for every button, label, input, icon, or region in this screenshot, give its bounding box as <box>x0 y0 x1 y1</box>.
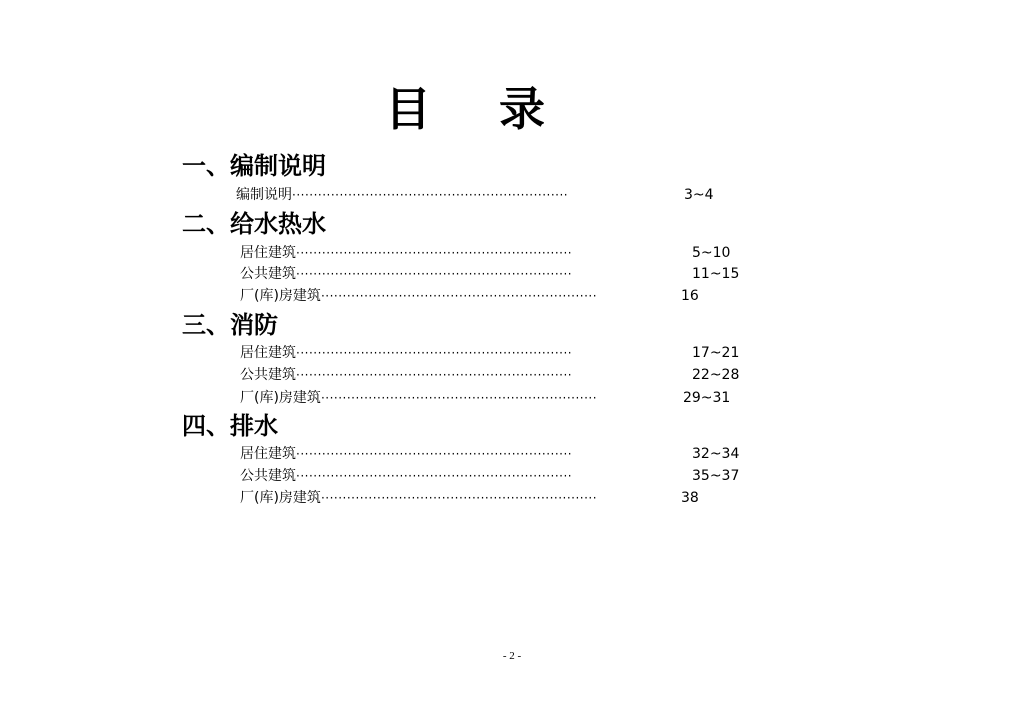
title-char-2: 录 <box>499 82 545 136</box>
toc-entry[interactable] <box>240 265 780 283</box>
dot-leader: ································································ <box>296 368 573 382</box>
toc-entry[interactable] <box>240 366 780 384</box>
dot-leader: ································································ <box>320 491 598 505</box>
dot-leader: ································································ <box>296 346 573 360</box>
toc-entry[interactable] <box>240 344 780 362</box>
page-title <box>385 78 545 134</box>
dot-leader: ································································ <box>296 246 573 260</box>
dot-leader: ································································ <box>296 469 573 483</box>
entry-label: 厂(库)房建筑 <box>240 390 321 406</box>
entry-pages: 32~34 <box>692 446 740 462</box>
toc-entry[interactable] <box>240 244 780 262</box>
entry-pages: 38 <box>680 490 699 506</box>
toc-entry[interactable] <box>240 467 780 485</box>
dot-leader: ································································ <box>320 391 598 405</box>
dot-leader: ································································ <box>292 188 569 202</box>
entry-label: 居住建筑 <box>240 245 296 261</box>
section-heading: 二、给水热水 <box>182 209 326 238</box>
entry-label: 厂(库)房建筑 <box>240 288 321 304</box>
entry-pages: 22~28 <box>692 367 740 383</box>
entry-label: 厂(库)房建筑 <box>240 490 321 506</box>
entry-pages: 35~37 <box>692 468 740 484</box>
entry-pages: 11~15 <box>692 266 740 282</box>
entry-pages: 16 <box>680 288 699 304</box>
entry-pages: 17~21 <box>692 345 740 361</box>
toc-entry[interactable] <box>236 186 776 204</box>
entry-label: 公共建筑 <box>240 468 296 484</box>
toc-entry[interactable] <box>240 287 780 305</box>
entry-label: 公共建筑 <box>240 367 296 383</box>
entry-label: 居住建筑 <box>240 446 296 462</box>
toc-entry[interactable] <box>240 445 780 463</box>
dot-leader: ································································ <box>320 289 598 303</box>
section-heading: 四、排水 <box>182 411 278 440</box>
toc-entry[interactable] <box>240 489 780 507</box>
section-heading: 一、编制说明 <box>182 151 326 180</box>
entry-pages: 5~10 <box>692 245 731 261</box>
dot-leader: ································································ <box>296 447 573 461</box>
entry-pages: 3~4 <box>684 187 714 203</box>
title-char-1: 目 <box>385 82 431 136</box>
entry-label: 公共建筑 <box>240 266 296 282</box>
entry-pages: 29~31 <box>682 390 731 406</box>
section-heading: 三、消防 <box>182 310 278 339</box>
entry-label: 居住建筑 <box>240 345 296 361</box>
page-number: - 2 - <box>502 650 522 662</box>
dot-leader: ································································ <box>296 267 573 281</box>
toc-entry[interactable] <box>240 389 780 407</box>
entry-label: 编制说明 <box>236 187 292 203</box>
